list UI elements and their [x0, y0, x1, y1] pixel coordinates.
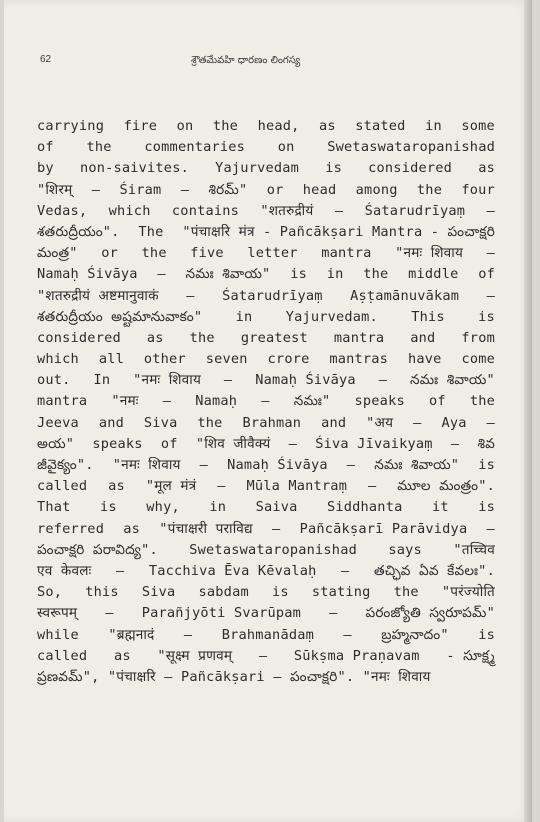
text-line: [37, 561, 495, 582]
text-word: of: [160, 435, 178, 452]
text-word: commentaries: [144, 139, 246, 156]
text-word: head: [302, 181, 337, 198]
text-word: speaks: [92, 435, 143, 452]
text-word: as: [478, 160, 495, 177]
text-line: [37, 646, 495, 667]
text-word: "अय: [366, 414, 394, 431]
text-word: contains: [171, 202, 239, 219]
text-word: all: [98, 351, 124, 368]
text-word: పంచాక్షరి".: [281, 668, 355, 685]
text-word: mantra: [321, 245, 372, 262]
text-word: "ब्रह्मनादं: [108, 626, 155, 643]
text-word: మూల మంత్రం".: [397, 478, 495, 495]
text-word: of: [37, 139, 54, 156]
text-word: నమః": [293, 393, 331, 410]
text-line: [37, 158, 495, 179]
text-word: –: [329, 605, 338, 622]
text-word: or: [266, 181, 284, 198]
text-word: is: [325, 160, 342, 177]
text-word: considered: [37, 329, 121, 346]
text-word: called: [37, 478, 88, 495]
text-word: mantras: [329, 351, 389, 368]
text-word: "नमः शिवाय: [112, 457, 181, 473]
text-word: other: [143, 351, 186, 368]
text-word: the: [189, 329, 215, 346]
text-word: Swetaswataropanishad: [327, 139, 495, 156]
text-word: एव केवलः: [37, 562, 92, 579]
text-word: स्वरूपम्: [37, 605, 78, 622]
text-word: some: [461, 118, 495, 134]
text-word: stated: [355, 118, 406, 134]
text-word: "शतरुद्रीयं: [260, 202, 314, 219]
text-word: stating: [311, 584, 371, 601]
text-word: have: [407, 351, 442, 368]
text-word: –: [486, 287, 495, 304]
text-line: [37, 434, 495, 455]
text-word: Vedas,: [37, 202, 88, 219]
text-word: and: [98, 414, 124, 431]
text-word: Brahmanādaṃ: [221, 626, 314, 643]
text-word: Śatarudrīyaṃ: [222, 287, 323, 304]
text-word: mantra: [333, 329, 385, 346]
body-text: [37, 116, 495, 688]
text-word: –: [157, 266, 166, 283]
text-line: [37, 413, 495, 434]
text-word: శతరుద్రీయం అష్టమానువాకం": [37, 308, 203, 325]
text-word: the: [363, 266, 389, 283]
text-word: Mūla Mantraṃ: [246, 478, 348, 495]
text-word: Śiva Jīvaikyaṃ: [315, 435, 433, 452]
text-word: –: [413, 414, 422, 431]
text-word: –: [334, 202, 344, 219]
text-line: [37, 243, 495, 264]
text-word: is: [478, 457, 495, 473]
text-word: greatest: [240, 329, 308, 346]
text-word: it: [431, 499, 449, 516]
text-word: –: [343, 626, 352, 643]
text-word: and: [321, 414, 347, 431]
text-word: –: [91, 181, 101, 198]
text-word: పరంజ్యోతి స్వరూపమ్": [365, 605, 495, 622]
text-word: is: [271, 584, 289, 601]
text-word: –: [272, 520, 281, 537]
text-line: [37, 116, 495, 137]
text-word: That: [37, 499, 71, 516]
text-line: [37, 264, 495, 285]
text-line: [37, 222, 495, 243]
text-word: the: [197, 414, 223, 431]
text-line: [37, 370, 495, 391]
text-line: [37, 582, 495, 603]
text-word: is: [100, 499, 117, 516]
text-word: Yajurvedam: [215, 160, 299, 177]
text-word: the: [141, 245, 167, 262]
text-word: "शिव जीवैक्यं: [195, 435, 271, 452]
text-word: శివ: [477, 435, 495, 452]
text-word: Namaḥ: [195, 393, 238, 410]
text-line: [37, 519, 495, 540]
text-word: Siddhanta: [327, 499, 403, 516]
text-word: Pañcākṣari: [172, 668, 265, 685]
text-word: is: [290, 266, 307, 283]
text-word: Saiva: [255, 499, 298, 516]
text-word: Jeeva: [37, 414, 79, 431]
text-word: Namaḥ Śivāya: [227, 457, 328, 473]
text-word: –: [261, 393, 270, 410]
text-word: four: [461, 181, 495, 198]
text-word: –: [180, 181, 190, 198]
text-word: five: [190, 245, 224, 262]
text-word: "तच्चिव: [453, 541, 495, 558]
text-word: Aya: [441, 414, 467, 431]
text-word: considered: [368, 160, 452, 177]
text-word: is: [478, 499, 495, 516]
text-line: [37, 328, 495, 349]
text-word: while: [37, 626, 79, 643]
text-word: –: [288, 435, 298, 452]
text-word: In: [93, 372, 111, 389]
text-word: head,: [257, 118, 300, 134]
text-line: [37, 667, 495, 688]
text-word: –: [486, 520, 495, 537]
text-word: –: [486, 202, 495, 219]
text-word: Tacchiva Ēva Kēvalaḥ: [148, 562, 317, 579]
text-word: as: [123, 520, 141, 537]
text-word: –: [450, 435, 460, 452]
text-word: or: [101, 245, 118, 262]
text-word: sabdam: [198, 584, 249, 601]
text-word: - సూక్ష్మ: [446, 647, 495, 664]
text-word: out.: [37, 372, 71, 389]
text-word: "नमः: [111, 393, 139, 410]
text-word: –: [115, 562, 125, 579]
text-word: of: [478, 266, 495, 283]
text-word: as: [318, 118, 336, 134]
text-word: This: [411, 308, 445, 325]
text-word: on: [277, 139, 295, 156]
text-word: శతరుద్రీయం".: [37, 223, 120, 240]
text-word: the: [393, 584, 419, 601]
text-word: Swetaswataropanishad: [189, 541, 357, 558]
text-line: [37, 180, 495, 201]
text-word: –: [199, 457, 209, 473]
text-word: the: [416, 181, 443, 198]
book-page: [4, 0, 532, 822]
text-word: తచ్ఛివ ఏవ కేవలః".: [373, 562, 495, 579]
text-word: "पंचाक्षरि: [99, 668, 156, 685]
text-word: letter: [247, 245, 298, 262]
text-word: "सूक्ष्म प्रणवम्: [157, 647, 233, 664]
text-word: non-saivites.: [79, 160, 189, 177]
text-word: Yajurvedam.: [285, 308, 378, 325]
text-word: –: [486, 245, 495, 262]
text-line: [37, 625, 495, 646]
text-line: [37, 497, 495, 518]
text-word: Aṣṭamānuvākam: [350, 287, 460, 304]
text-word: –: [378, 372, 388, 389]
text-word: "पंचाक्षरी पराविद्य: [159, 520, 253, 537]
text-word: నమః శివాయ": [410, 372, 495, 389]
text-word: "मूल मंत्रं: [145, 478, 197, 495]
text-line: [37, 349, 495, 370]
text-word: Siva: [141, 584, 176, 601]
text-line: [37, 603, 495, 624]
page-number: 62: [40, 54, 52, 65]
text-word: నమః శివాయ": [185, 266, 271, 283]
text-word: as: [146, 329, 164, 346]
text-line: [37, 476, 495, 497]
text-word: says: [388, 541, 422, 558]
text-word: among: [355, 181, 398, 198]
text-word: –: [346, 457, 356, 473]
text-word: శిరమ్": [208, 181, 248, 198]
text-word: "शिरम्: [37, 181, 73, 198]
text-word: "परंज्योति: [441, 584, 495, 601]
text-word: Sūkṣma Praṇavam: [293, 647, 420, 664]
text-word: –: [258, 647, 268, 664]
text-word: fire: [123, 118, 158, 134]
text-word: by: [37, 160, 54, 177]
text-word: Śiram: [119, 181, 162, 198]
text-word: which: [108, 202, 151, 219]
text-line: [37, 455, 495, 476]
text-word: Namaḥ Śivāya: [255, 372, 356, 389]
text-word: పంచాక్షరి పరావిద్య".: [37, 541, 158, 558]
text-word: as: [113, 647, 131, 664]
text-word: crore: [267, 351, 310, 368]
text-word: on: [176, 118, 194, 134]
text-word: –: [155, 668, 173, 685]
text-word: So,: [37, 584, 63, 601]
text-word: –: [186, 287, 195, 304]
text-word: –: [341, 562, 350, 579]
text-word: –: [217, 478, 226, 495]
text-word: నమః శివాయ": [374, 457, 460, 473]
text-word: –: [223, 372, 233, 389]
text-word: in: [209, 499, 227, 516]
text-word: "नमः शिवाय: [133, 372, 202, 389]
running-title: శ్రౌతమేవహి ధారణం లింగస్య: [191, 55, 301, 66]
page-header: [36, 52, 496, 70]
text-word: –: [486, 414, 495, 431]
text-word: The: [138, 223, 164, 240]
text-line: [37, 137, 495, 158]
text-word: in: [235, 308, 253, 325]
text-word: the: [86, 139, 112, 156]
text-word: ప్రణవమ్",: [37, 668, 100, 685]
text-word: Brahman: [242, 414, 302, 431]
text-word: –: [367, 478, 377, 495]
text-line: [37, 391, 495, 412]
page-edge-shadow: [524, 0, 532, 822]
text-word: –: [183, 626, 193, 643]
text-word: Siva: [143, 414, 178, 431]
text-line: [37, 540, 495, 561]
text-word: middle: [408, 266, 459, 283]
text-word: speaks: [354, 393, 405, 410]
text-word: is: [478, 308, 495, 325]
text-word: referred: [37, 520, 105, 537]
text-line: [37, 307, 495, 328]
text-word: –: [162, 393, 172, 410]
text-word: from: [461, 329, 495, 346]
text-word: mantra: [37, 393, 88, 410]
text-word: which: [37, 351, 79, 368]
text-word: "पंचाक्षरि मंत्र - Pañcākṣari Mantra - పంచాక్షరి: [182, 223, 495, 240]
text-word: మంత్ర": [37, 245, 78, 262]
text-word: the: [212, 118, 239, 134]
text-word: Namaḥ Śivāya: [37, 266, 138, 283]
text-word: Pañcākṣarī Parāvidya: [299, 520, 468, 537]
text-word: come: [461, 351, 495, 368]
text-word: జీవైక్యం".: [37, 457, 94, 473]
text-word: బ్రహ్మనాదం": [381, 626, 449, 643]
text-word: "शतरुद्रीयं अष्टमानुवाकं: [37, 287, 159, 304]
text-line: [37, 286, 495, 307]
text-word: the: [469, 393, 495, 410]
text-word: carrying: [37, 118, 105, 134]
text-word: seven: [205, 351, 248, 368]
text-line: [37, 201, 495, 222]
text-word: and: [410, 329, 436, 346]
text-word: Śatarudrīyaṃ: [364, 202, 466, 219]
text-word: "नमः शिवाय: [395, 245, 464, 262]
text-word: –: [264, 668, 282, 685]
text-word: in: [326, 266, 344, 283]
text-word: is: [478, 626, 495, 643]
text-word: in: [425, 118, 442, 134]
text-word: అయ": [37, 435, 75, 452]
text-word: as: [108, 478, 125, 495]
text-word: called: [37, 647, 88, 664]
text-word: this: [85, 584, 119, 601]
text-word: –: [105, 605, 114, 622]
text-word: of: [428, 393, 446, 410]
text-word: why,: [146, 499, 180, 516]
text-word: "नमः शिवाय: [354, 668, 431, 685]
text-word: Parañjyōti Svarūpam: [141, 605, 302, 622]
